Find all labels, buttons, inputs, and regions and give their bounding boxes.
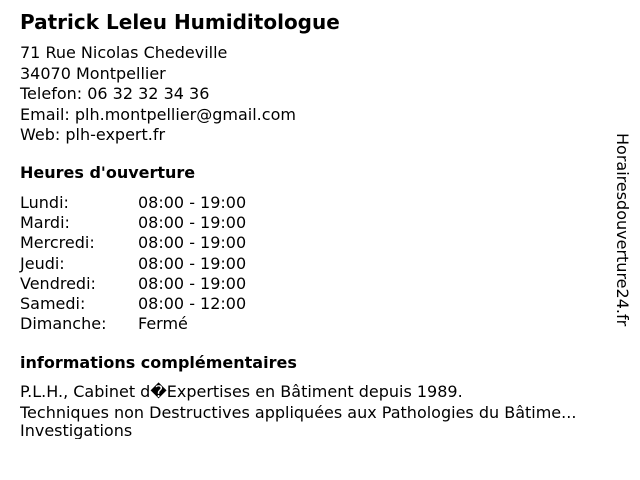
email-address[interactable]: Email: plh.montpellier@gmail.com xyxy=(20,104,296,124)
day-hours: 08:00 - 19:00 xyxy=(138,213,247,233)
hours-heading: Heures d'ouverture xyxy=(20,163,196,182)
day-hours: Fermé xyxy=(138,314,188,334)
info-line: Investigations xyxy=(20,423,133,439)
address-city: 34070 Montpellier xyxy=(20,63,166,83)
day-label: Samedi: xyxy=(20,293,86,313)
day-hours: 08:00 - 19:00 xyxy=(138,233,247,253)
day-label: Mercredi: xyxy=(20,233,95,253)
day-label: Mardi: xyxy=(20,213,70,233)
day-label: Dimanche: xyxy=(20,314,107,334)
info-block xyxy=(20,382,620,439)
brand-site-name: Horairesdouverture24.fr xyxy=(613,133,632,327)
address-street: 71 Rue Nicolas Chedeville xyxy=(20,43,228,62)
day-hours: 08:00 - 19:00 xyxy=(138,253,247,273)
website-link[interactable]: Web: plh-expert.fr xyxy=(20,125,166,144)
contact-block xyxy=(20,43,296,146)
day-hours: 08:00 - 19:00 xyxy=(138,273,247,293)
info-line: Techniques non Destructives appliquées aux Pathologies du Bâtime... xyxy=(20,402,577,422)
day-label: Lundi: xyxy=(20,193,69,212)
business-name: Patrick Leleu Humiditologue xyxy=(20,10,340,34)
day-label: Jeudi: xyxy=(20,253,65,273)
day-hours: 08:00 - 12:00 xyxy=(138,293,247,313)
info-line: P.L.H., Cabinet d�Expertises en Bâtiment depuis 1989. xyxy=(20,382,463,401)
day-label: Vendredi: xyxy=(20,273,96,293)
phone-number[interactable]: Telefon: 06 32 32 34 36 xyxy=(20,84,210,103)
day-hours: 08:00 - 19:00 xyxy=(138,193,247,212)
info-heading: informations complémentaires xyxy=(20,353,297,372)
